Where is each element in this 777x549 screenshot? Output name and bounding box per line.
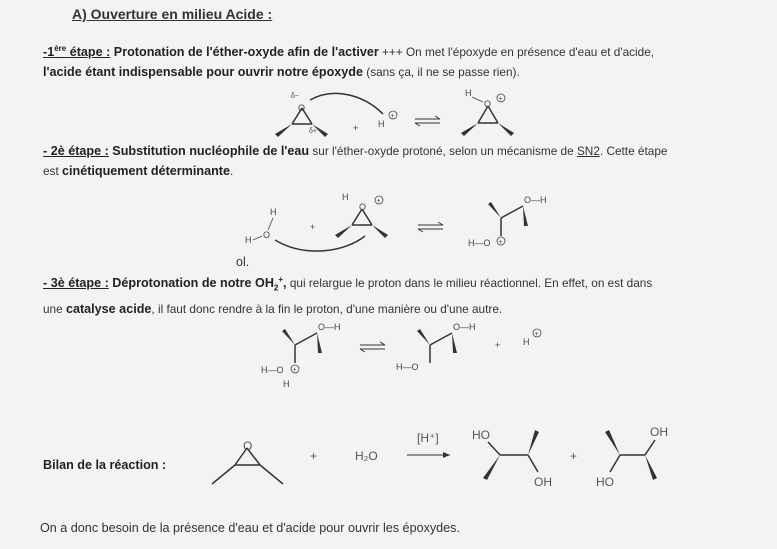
svg-text:O: O	[359, 202, 367, 212]
equilibrium-arrow-3	[360, 342, 385, 352]
bilan-label: Bilan de la réaction :	[43, 458, 167, 472]
svg-text:HO: HO	[596, 475, 614, 489]
step2-paragraph	[43, 141, 773, 181]
svg-text:O—H: O—H	[524, 195, 547, 205]
step2-caption: ol.	[236, 255, 250, 269]
step2-normal: sur l'éther-oxyde protoné, selon un mécanisme de	[309, 144, 577, 158]
svg-text:OH: OH	[650, 425, 668, 439]
water-nucleophile	[245, 207, 277, 245]
equilibrium-arrow-1	[415, 116, 440, 126]
svg-text:H: H	[245, 235, 252, 245]
equilibrium-arrow-2	[418, 222, 443, 232]
svg-text:H: H	[283, 379, 290, 389]
svg-text:O: O	[243, 439, 253, 453]
step2-line2-bold: cinétiquement déterminante	[62, 164, 230, 178]
svg-text:OH: OH	[534, 475, 552, 489]
product-diol-1	[472, 428, 552, 489]
svg-text:O: O	[298, 103, 306, 113]
product-diol-2	[596, 425, 668, 489]
step1-paragraph	[43, 39, 773, 82]
step1-label: -1ère étape :	[43, 44, 111, 60]
svg-text:H: H	[270, 207, 277, 217]
svg-text:[H⁺]: [H⁺]	[417, 431, 439, 445]
svg-text:H: H	[523, 337, 530, 347]
step2-after: . Cette étape	[599, 144, 668, 158]
bilan-scheme	[200, 420, 680, 495]
svg-text:O—H: O—H	[453, 322, 476, 332]
section-title: A) Ouverture en milieu Acide :	[72, 6, 273, 22]
step1-line2-bold: l'acide étant indispensable pour ouvrir notre époxyde	[43, 65, 364, 80]
step1-normal: +++ On met l'époxyde en présence d'eau et d'acide,	[378, 45, 655, 60]
svg-text:H—O: H—O	[396, 362, 419, 372]
svg-text:+: +	[353, 123, 359, 133]
step1-bold: Protonation de l'éther-oxyde afin de l'activer	[110, 45, 379, 60]
svg-text:O—H: O—H	[318, 322, 341, 332]
reaction-arrow	[407, 431, 450, 458]
svg-text:+: +	[292, 367, 297, 374]
svg-text:H: H	[378, 119, 385, 129]
svg-text:H₂O: H₂O	[355, 449, 378, 463]
protonated-epoxide-2	[335, 192, 388, 238]
svg-text:O: O	[484, 99, 492, 109]
curved-arrow	[310, 93, 383, 114]
step3-line2-b: , il faut donc rendre à la fin le proton, d'une manière ou d'une autre.	[151, 301, 503, 316]
sn2-term: SN2	[576, 144, 600, 158]
step3-line2-a: une	[43, 301, 66, 316]
open-intermediate	[468, 195, 547, 248]
step2-label: - 2è étape :	[43, 144, 109, 158]
epoxide-reagent	[212, 439, 283, 484]
svg-text:H—O: H—O	[261, 365, 284, 375]
step3-bold: Déprotonation de notre $OH_2^+$,	[108, 275, 287, 293]
step3-scheme	[255, 315, 555, 395]
step1-line2-normal: (sans ça, il ne se passe rien).	[363, 65, 520, 80]
svg-text:δ+: δ+	[309, 128, 317, 135]
svg-text:H: H	[465, 88, 472, 98]
step2-line2-b: .	[229, 164, 234, 178]
protonated-diol	[261, 322, 341, 389]
svg-text:+: +	[534, 331, 539, 338]
step3-normal: qui relargue le proton dans le milieu réactionnel. En effet, on est dans	[286, 276, 653, 291]
protonated-epoxide	[461, 88, 514, 136]
step3-line2-bold: catalyse acide	[65, 301, 152, 316]
epoxide-reactant	[275, 93, 328, 137]
svg-text:+: +	[498, 96, 503, 103]
conclusion-text: On a donc besoin de la présence d'eau et d'acide pour ouvrir les époxydes.	[40, 521, 460, 535]
svg-text:O: O	[263, 230, 271, 240]
step2-bold: Substitution nucléophile de l'eau	[108, 144, 310, 158]
svg-text:HO: HO	[472, 428, 490, 442]
svg-text:+: +	[310, 222, 316, 232]
step1-scheme	[265, 86, 525, 142]
step3-paragraph	[43, 270, 773, 319]
svg-text:H: H	[342, 192, 349, 202]
svg-text:+: +	[570, 449, 578, 463]
svg-text:+: +	[390, 113, 395, 120]
step3-label: - 3è étape :	[43, 276, 109, 291]
svg-text:+: +	[495, 340, 501, 350]
step2-scheme	[225, 188, 575, 260]
svg-text:+: +	[376, 198, 381, 205]
svg-text:H—O: H—O	[468, 238, 491, 248]
neutral-diol	[396, 322, 476, 372]
svg-text:+: +	[310, 449, 318, 463]
svg-text:δ−: δ−	[291, 93, 299, 100]
svg-text:+: +	[498, 239, 503, 246]
step2-line2-a: est	[43, 164, 63, 178]
attack-arrow	[275, 236, 365, 251]
